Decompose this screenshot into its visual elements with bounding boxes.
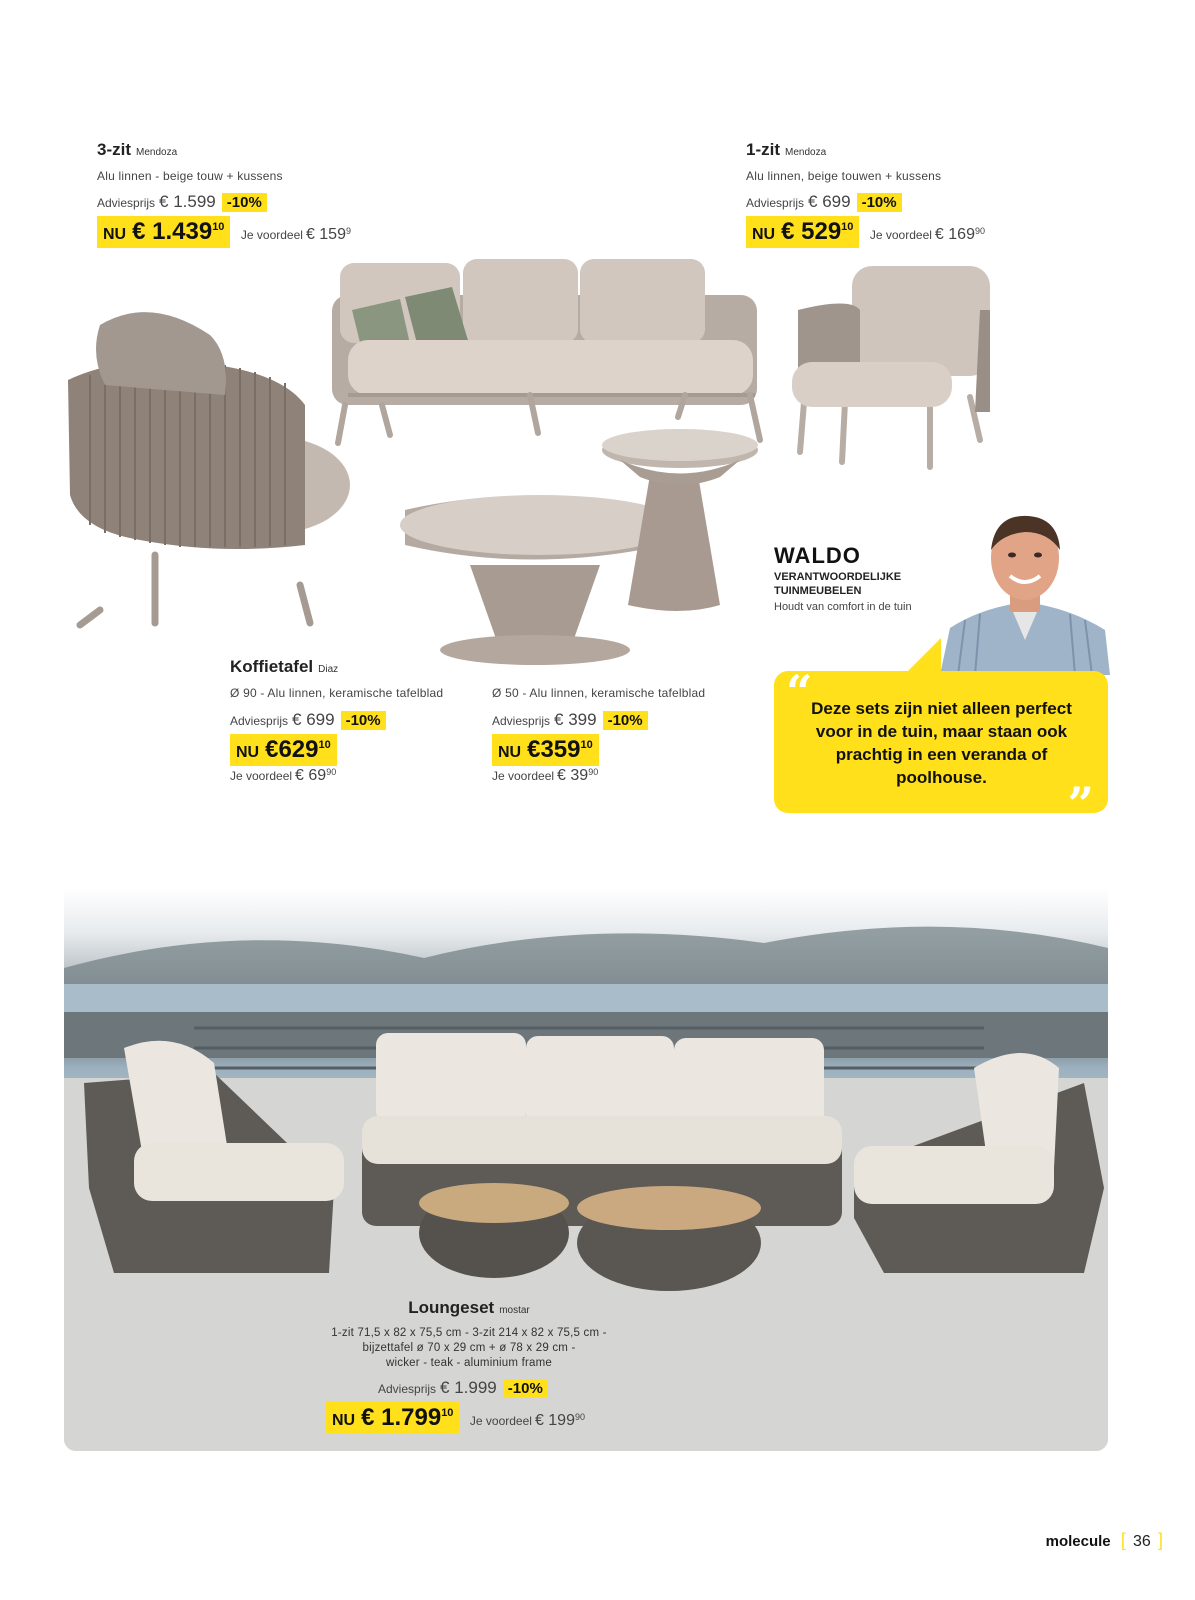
product-brand: Mendoza bbox=[136, 147, 178, 158]
advice-price: Adviesprijs € 699 -10% bbox=[230, 710, 485, 730]
staff-role: VERANTWOORDELIJKE TUINMEUBELEN bbox=[774, 571, 902, 597]
sale-price: NU € 1.799$^{10}$ bbox=[326, 1402, 459, 1434]
savings: Je voordeel € $39^{90}$ bbox=[492, 767, 599, 784]
discount-badge: -10% bbox=[503, 1379, 548, 1398]
product-loungeset bbox=[264, 1298, 674, 1371]
product-chair1 bbox=[746, 140, 1046, 248]
sale-price: NU $€629^{10}$ bbox=[230, 734, 337, 766]
product-koffietafel-90 bbox=[230, 686, 485, 785]
loungeset-prices bbox=[326, 1378, 726, 1434]
three-seat-sofa-image bbox=[332, 259, 760, 443]
product-koffietafel-50 bbox=[492, 686, 752, 785]
discount-badge: -10% bbox=[341, 711, 386, 730]
product-description: 1-zit 71,5 x 82 x 75,5 cm - 3-zit 214 x 82 x 75,5 cm - bijzettafel ø 70 x 29 cm + ø 78 x 29 cm - wicker - teak - aluminium frame bbox=[331, 1327, 607, 1369]
discount-badge: -10% bbox=[857, 193, 902, 212]
product-title: 3-zit Mendoza bbox=[97, 140, 178, 159]
page-footer bbox=[1046, 1530, 1163, 1551]
footer-bracket-close: ] bbox=[1157, 1530, 1163, 1550]
product-brand: Mendoza bbox=[785, 147, 827, 158]
armchair-photo bbox=[790, 262, 1000, 477]
savings: Je voordeel € $69^{90}$ bbox=[230, 767, 337, 784]
sale-price: NU € 1.439$^{10}$ bbox=[97, 216, 230, 248]
product-description: Ø 50 - Alu linnen, keramische tafelblad bbox=[492, 686, 706, 700]
product-sofa3 bbox=[97, 140, 377, 248]
quote-close-icon: ” bbox=[1067, 777, 1094, 831]
product-title: 1-zit Mendoza bbox=[746, 140, 827, 159]
rope-armchair-image bbox=[68, 312, 350, 625]
staff-portrait bbox=[940, 510, 1110, 675]
advice-price: Adviesprijs € 699 -10% bbox=[746, 192, 1046, 212]
staff-info bbox=[774, 543, 954, 613]
footer-bracket-open: [ bbox=[1120, 1530, 1126, 1550]
outdoor-furniture-photo bbox=[60, 255, 780, 665]
staff-tagline: Houdt van comfort in de tuin bbox=[774, 601, 912, 613]
product-brand: mostar bbox=[499, 1305, 530, 1316]
page-number: 36 bbox=[1133, 1533, 1151, 1550]
speech-bubble-tail bbox=[905, 638, 945, 674]
discount-badge: -10% bbox=[222, 193, 267, 212]
staff-name: WALDO bbox=[774, 543, 861, 568]
advice-price: Adviesprijs € 1.999 -10% bbox=[378, 1378, 726, 1398]
quote-open-icon: “ bbox=[786, 665, 813, 719]
quote-bubble bbox=[774, 665, 1108, 831]
sale-price: NU $€359^{10}$ bbox=[492, 734, 599, 766]
product-description: Ø 90 - Alu linnen, keramische tafelblad bbox=[230, 686, 444, 700]
wicker-chair-left-image bbox=[84, 1041, 344, 1273]
discount-badge: -10% bbox=[603, 711, 648, 730]
sale-price: NU € $529^{10}$ bbox=[746, 216, 859, 248]
product-koffietafel-title: Koffietafel Diaz bbox=[230, 657, 339, 676]
product-description: Alu linnen - beige touw + kussens bbox=[97, 169, 283, 183]
savings: Je voordeel € $169^{90}$ bbox=[869, 226, 985, 243]
footer-brand: molecule bbox=[1045, 1533, 1111, 1550]
savings: Je voordeel € $159^9$ bbox=[240, 226, 351, 243]
quote-text: Deze sets zijn niet alleen perfect voor in de tuin, maar staan ook prachtig in een veranda of poolhouse. bbox=[811, 699, 1072, 787]
product-brand: Diaz bbox=[318, 664, 339, 675]
loungeset-photo bbox=[64, 888, 1108, 1451]
advice-price: Adviesprijs € 399 -10% bbox=[492, 710, 752, 730]
product-description: Alu linnen, beige touwen + kussens bbox=[746, 169, 942, 183]
savings: Je voordeel € $199^{90}$ bbox=[469, 1412, 585, 1429]
product-title: Loungeset mostar bbox=[408, 1298, 530, 1317]
advice-price: Adviesprijs € 1.599 -10% bbox=[97, 192, 377, 212]
